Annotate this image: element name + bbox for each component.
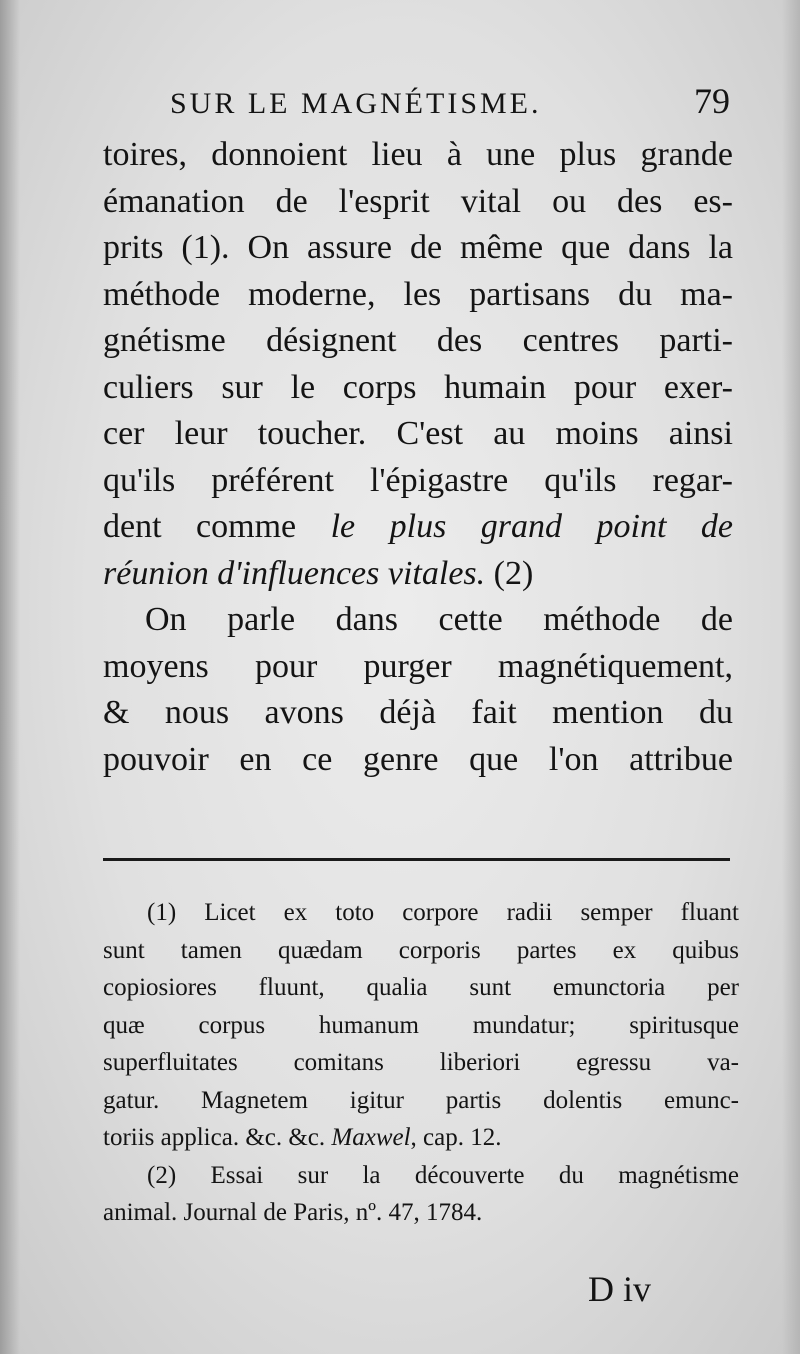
text-line: pouvoir en ce genre que l'on attribue xyxy=(103,740,733,778)
text-line xyxy=(103,504,733,551)
italic-segment: le plus grand point de xyxy=(330,508,733,545)
footnote-line: (1) Licet ex toto corpore radii semper fluant xyxy=(147,899,739,926)
text-line: toires, donnoient lieu à une plus grande xyxy=(103,136,733,173)
text-segment: dent comme xyxy=(103,508,297,545)
page-number: 79 xyxy=(694,81,730,121)
running-header xyxy=(170,80,730,130)
text-line: & nous avons déjà fait mention du xyxy=(103,694,733,731)
footnote-line xyxy=(103,1119,739,1157)
page-binding-shadow xyxy=(0,0,20,1354)
footnote-line: (2) Essai sur la découverte du magnétisme xyxy=(147,1161,739,1189)
main-text xyxy=(103,132,733,783)
footnote-divider xyxy=(103,858,730,861)
italic-segment: Maxwel xyxy=(331,1124,411,1151)
text-line: cer leur toucher. C'est au moins ainsi xyxy=(103,415,733,452)
text-segment: toriis applica. &c. &c. xyxy=(103,1124,326,1151)
footnote-line: sunt tamen quædam corporis partes ex quibus xyxy=(103,936,739,964)
footnote-line: gatur. Magnetem igitur partis dolentis emunc- xyxy=(103,1086,739,1114)
footnote-line: superfluitates comitans liberiori egressu va- xyxy=(103,1049,739,1076)
running-title: SUR LE MAGNÉTISME. xyxy=(170,87,542,120)
text-line: prits (1). On assure de même que dans la xyxy=(103,229,733,266)
footnote-line: quæ corpus humanum mundatur; spiritusque xyxy=(103,1011,739,1039)
text-line: émanation de l'esprit vital ou des es- xyxy=(103,182,733,220)
italic-segment: réunion d'influences vitales. xyxy=(103,554,486,592)
footnote-line: copiosiores fluunt, qualia sunt emunctoria per xyxy=(103,974,739,1001)
text-line: qu'ils préférent l'épigastre qu'ils regar- xyxy=(103,461,733,499)
text-line: moyens pour purger magnétiquement, xyxy=(103,647,733,685)
text-line xyxy=(103,551,733,598)
paragraph-first-line: On parle dans cette méthode de xyxy=(145,601,733,638)
text-line: culiers sur le corps humain pour exer- xyxy=(103,368,733,406)
signature-mark: D iv xyxy=(588,1269,651,1309)
text-line: méthode moderne, les partisans du ma- xyxy=(103,275,733,313)
text-segment: , cap. 12. xyxy=(410,1124,502,1151)
footnotes xyxy=(103,894,739,1232)
page-edge-shadow xyxy=(782,0,800,1354)
footnote-reference: (2) xyxy=(493,554,534,592)
text-line: gnétisme désignent des centres parti- xyxy=(103,322,733,359)
footnote-line: animal. Journal de Paris, nº. 47, 1784. xyxy=(103,1199,483,1226)
